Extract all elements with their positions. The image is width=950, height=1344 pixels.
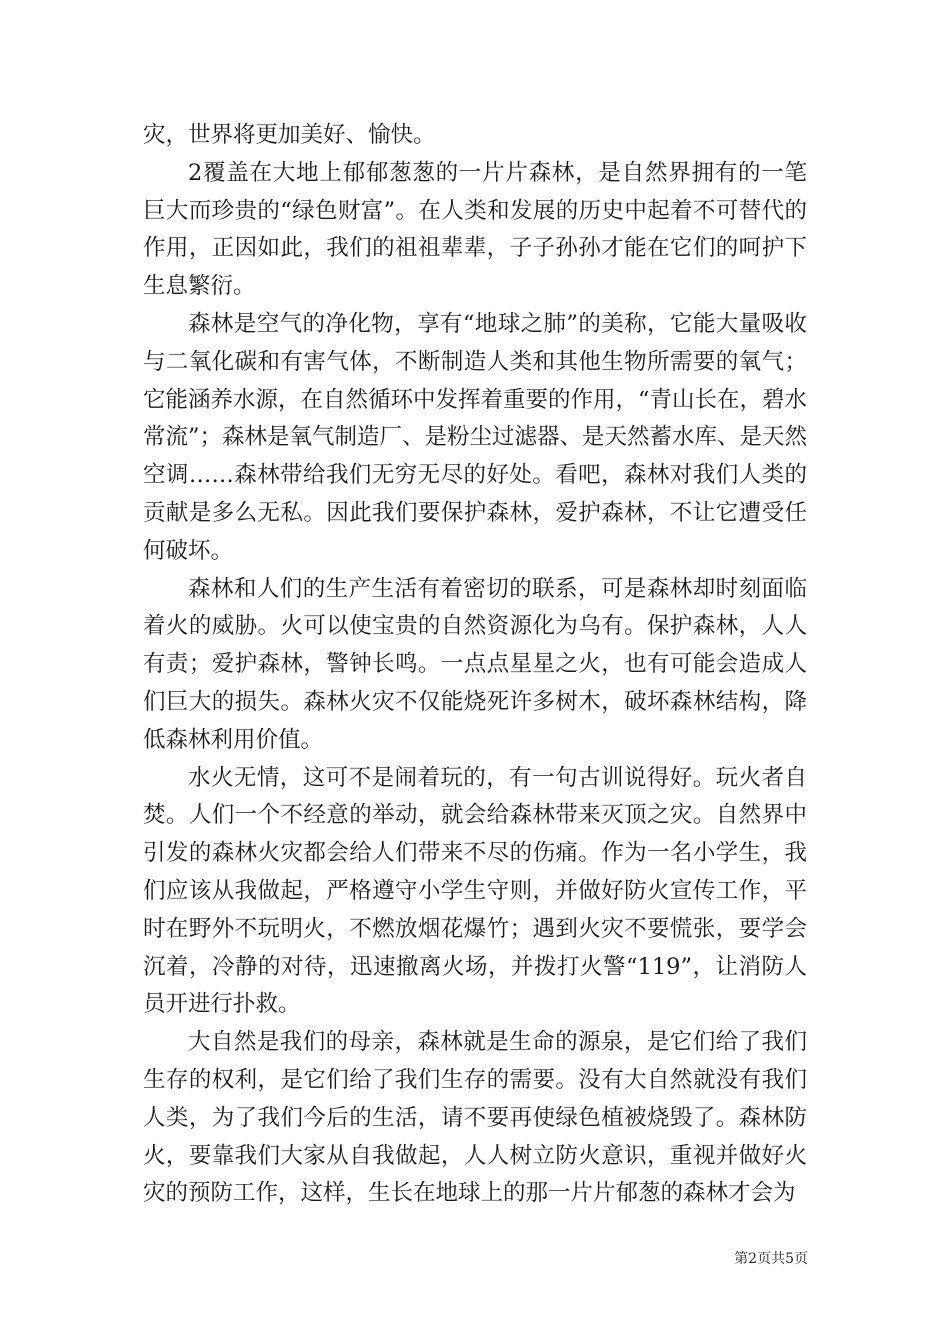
body-text bbox=[143, 117, 807, 1213]
paragraph-nature-mother: 大自然是我们的母亲，森林就是生命的源泉，是它们给了我们生存的权利，是它们给了我们生存的需要。没有大自然就没有我们人类，为了我们今后的生活，请不要再使绿色植被烧毁了。森林防火，要靠我们大家从自我做起，人人树立防火意识，重视并做好火灾的预防工作，这样，生长在地球上的那一片片郁葱的森林才会为 bbox=[143, 1029, 807, 1207]
paragraph-forest-benefits: 森林是空气的净化物，享有“地球之肺”的美称，它能大量吸收与二氧化碳和有害气体，不断制造人类和其他生物所需要的氧气；它能涵养水源，在自然循环中发挥着重要的作用，“青山长在，碧水常流”；森林是氧气制造厂、是粉尘过滤器、是天然蓄水库、是天然空调……森林带给我们无穷无尽的好处。看吧，森林对我们人类的贡献是多么无私。因此我们要保护森林，爱护森林，不让它遭受任何破坏。 bbox=[143, 310, 808, 564]
page-number: 第2页共5页 bbox=[734, 1251, 808, 1267]
paragraph-forest-wealth: 2覆盖在大地上郁郁葱葱的一片片森林，是自然界拥有的一笔巨大而珍贵的“绿色财富”。在人类和发展的历史中起着不可替代的作用，正因如此，我们的祖祖辈辈，子子孙孙才能在它们的呵护下生息繁衍。 bbox=[143, 159, 807, 300]
paragraph-continuation: 灾，世界将更加美好、愉快。 bbox=[143, 122, 436, 148]
paragraph-fire-threat: 森林和人们的生产生活有着密切的联系，可是森林却时刻面临着火的威胁。火可以使宝贵的自然资源化为乌有。保护森林，人人有责；爱护森林，警钟长鸣。一点点星星之火，也有可能会造成人们巨大的损失。森林火灾不仅能烧死许多树木，破坏森林结构，降低森林利用价值。 bbox=[143, 575, 807, 753]
paragraph-fire-safety: 水火无情，这可不是闹着玩的，有一句古训说得好。玩火者自焚。人们一个不经意的举动，就会给森林带来灭顶之灾。自然界中引发的森林火灾都会给人们带来不尽的伤痛。作为一名小学生，我们应该从我做起，严格遵守小学生守则，并做好防火宣传工作，平时在野外不玩明火，不燃放烟花爆竹；遇到火灾不要慌张，要学会沉着，冷静的对待，迅速撤离火场，并拨打火警“119”，让消防人员开进行扑救。 bbox=[143, 764, 807, 1018]
